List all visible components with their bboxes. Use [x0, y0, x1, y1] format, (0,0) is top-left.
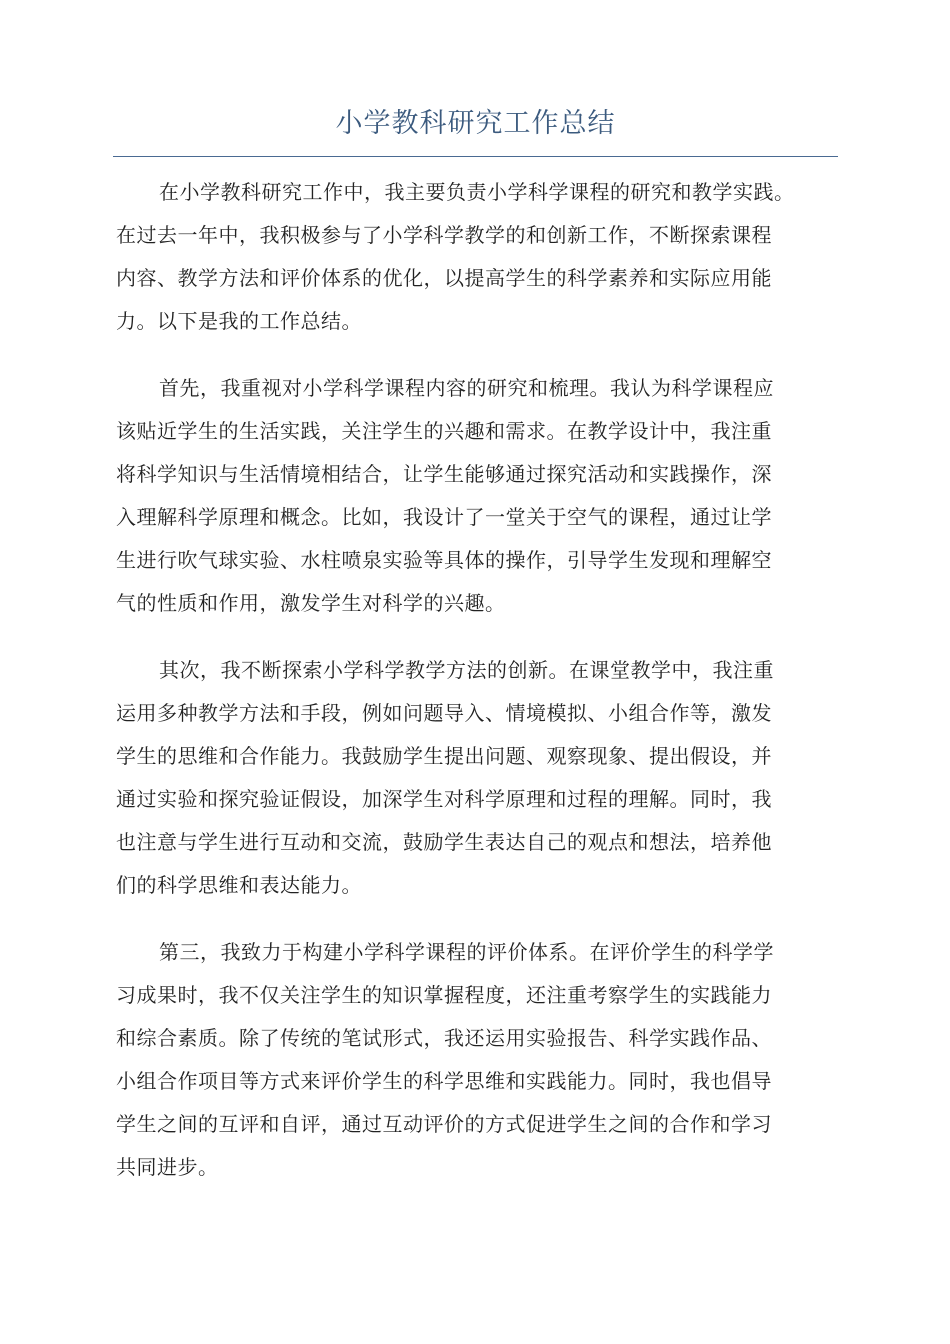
document-body	[116, 171, 832, 1213]
paragraph	[116, 171, 832, 343]
paragraph	[116, 931, 832, 1189]
paragraph-line: 小组合作项目等方式来评价学生的科学思维和实践能力。同时，我也倡导	[116, 1069, 772, 1093]
paragraph-line: 们的科学思维和表达能力。	[116, 873, 362, 897]
paragraph-line: 学生之间的互评和自评，通过互动评价的方式促进学生之间的合作和学习	[116, 1112, 772, 1136]
paragraph-line: 第三，我致力于构建小学科学课程的评价体系。在评价学生的科学学	[159, 940, 774, 964]
paragraph-line: 习成果时，我不仅关注学生的知识掌握程度，还注重考察学生的实践能力	[116, 983, 772, 1007]
paragraph	[116, 649, 832, 907]
paragraph-line: 气的性质和作用，激发学生对科学的兴趣。	[116, 591, 506, 615]
paragraph-line: 将科学知识与生活情境相结合，让学生能够通过探究活动和实践操作，深	[116, 462, 772, 486]
paragraph-line: 力。以下是我的工作总结。	[116, 309, 362, 333]
paragraph-line: 也注意与学生进行互动和交流，鼓励学生表达自己的观点和想法，培养他	[116, 830, 772, 854]
paragraph-line: 和综合素质。除了传统的笔试形式，我还运用实验报告、科学实践作品、	[116, 1026, 772, 1050]
paragraph-line: 在小学教科研究工作中，我主要负责小学科学课程的研究和教学实践。	[159, 180, 795, 204]
document-title: 小学教科研究工作总结	[335, 108, 616, 139]
paragraph-line: 该贴近学生的生活实践，关注学生的兴趣和需求。在教学设计中，我注重	[116, 419, 772, 443]
paragraph-line: 首先，我重视对小学科学课程内容的研究和梳理。我认为科学课程应	[159, 376, 774, 400]
title-divider	[113, 156, 838, 157]
paragraph	[116, 367, 832, 625]
paragraph-line: 其次，我不断探索小学科学教学方法的创新。在课堂教学中，我注重	[159, 658, 774, 682]
paragraph-line: 内容、教学方法和评价体系的优化，以提高学生的科学素养和实际应用能	[116, 266, 772, 290]
paragraph-line: 学生的思维和合作能力。我鼓励学生提出问题、观察现象、提出假设，并	[116, 744, 772, 768]
paragraph-line: 共同进步。	[116, 1155, 219, 1179]
paragraph-line: 运用多种教学方法和手段，例如问题导入、情境模拟、小组合作等，激发	[116, 701, 772, 725]
paragraph-line: 生进行吹气球实验、水柱喷泉实验等具体的操作，引导学生发现和理解空	[116, 548, 772, 572]
paragraph-line: 入理解科学原理和概念。比如，我设计了一堂关于空气的课程，通过让学	[116, 505, 772, 529]
paragraph-line: 通过实验和探究验证假设，加深学生对科学原理和过程的理解。同时，我	[116, 787, 772, 811]
paragraph-line: 在过去一年中，我积极参与了小学科学教学的和创新工作，不断探索课程	[116, 223, 772, 247]
